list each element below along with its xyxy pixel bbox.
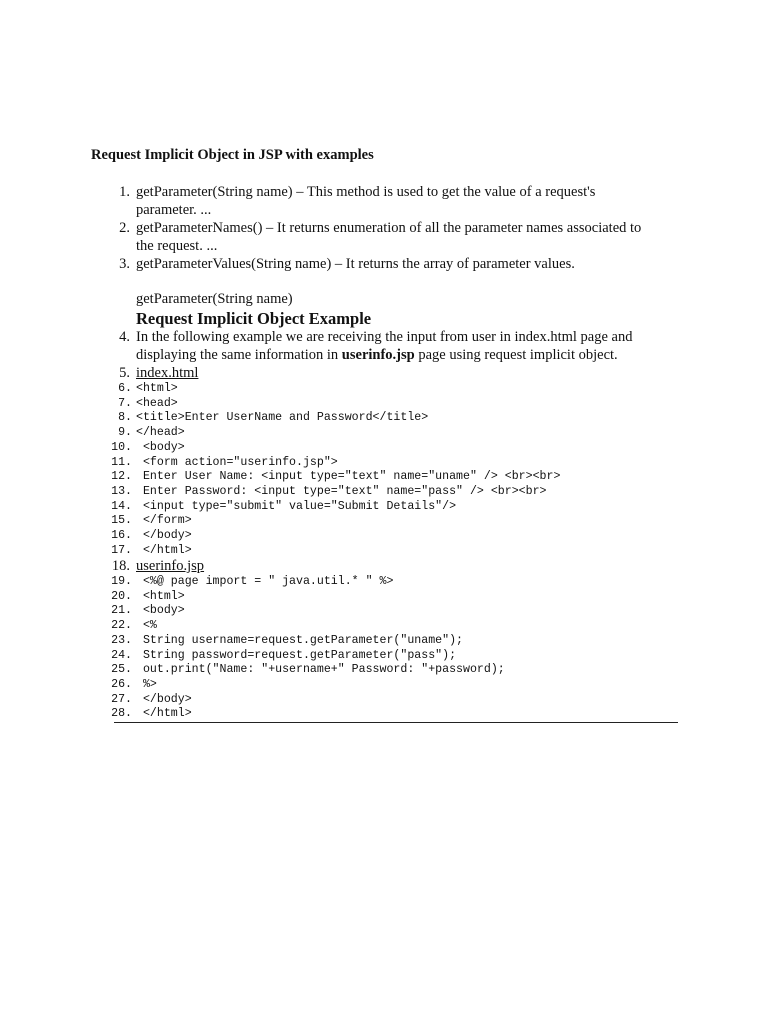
code-line-number: 27. [111,692,132,706]
code-line-text: </html> [136,543,192,557]
code-line-text: <input type="submit" value="Submit Details"/> [136,499,457,513]
code-line-number: 17. [111,543,132,557]
code-line-text: <body> [136,440,185,454]
code-line-text: out.print("Name: "+username+" Password: "+password); [136,663,505,677]
method-signature: getParameter(String name) [136,291,293,307]
list-item-number: 5. [119,365,130,381]
file-name-index: index.html [136,365,199,381]
code-line-number: 13. [111,484,132,498]
code-line-text: %> [136,677,157,691]
list-item-text: getParameter(String name) – This method is used to get the value of a request's parameter. ... [136,184,596,218]
list-item-number: 18. [111,558,130,574]
example-heading: Request Implicit Object Example [136,309,372,328]
example-intro: In the following example we are receiving the input from user in index.html page and displaying the same information in userinfo.jsp page using request implicit object. [136,329,633,363]
code-line-text: </head> [136,426,185,440]
code-line-number: 22. [111,619,132,633]
code-line-text: </body> [136,529,192,542]
code-line-text: <%@ page import = " java.util.* " %> [136,575,394,588]
code-line-number: 23. [111,633,132,647]
code-line-number: 25. [111,663,132,677]
list-item-number: 3. [119,256,130,272]
code-line-text: Enter Password: <input type="text" name="pass" /> <br><br> [136,484,547,498]
list-item-text: getParameterNames() – It returns enumeration of all the parameter names associated to the request. ... [136,220,642,254]
code-line-text: String username=request.getParameter("uname"); [136,633,463,647]
list-item-number: 2. [119,220,130,236]
code-line-number: 6. [118,382,132,395]
document-title: Request Implicit Object in JSP with examples [91,147,374,163]
code-line-text: Enter User Name: <input type="text" name="uname" /> <br><br> [136,470,561,484]
code-line-text: <form action="userinfo.jsp"> [136,455,338,469]
code-line-number: 11. [111,455,132,469]
horizontal-rule [114,722,678,723]
code-line-number: 24. [111,648,132,662]
list-item-text: getParameterValues(String name) – It returns the array of parameter values. [136,256,575,272]
code-line-text: <html> [136,589,185,603]
code-line-number: 21. [111,604,132,618]
code-line-number: 12. [111,470,132,484]
code-line-text: <% [136,619,157,633]
code-line-text: <body> [136,604,185,618]
code-line-number: 14. [111,499,132,513]
code-line-text: </form> [136,514,192,528]
code-line-text: <title>Enter UserName and Password</title> [136,411,429,425]
code-line-number: 15. [111,514,132,528]
list-item-number: 1. [119,184,130,200]
code-line-text: </body> [136,692,192,706]
code-line-number: 19. [111,575,132,588]
code-line-text: </html> [136,707,192,721]
code-line-text: String password=request.getParameter("pass"); [136,648,457,662]
code-line-number: 9. [118,426,132,440]
jsp-filename-bold: userinfo.jsp [341,347,415,363]
list-item-number: 4. [119,329,130,345]
code-line-number: 7. [118,396,132,410]
code-line-number: 10. [111,440,132,454]
file-name-userinfo: userinfo.jsp [136,558,205,574]
code-line-number: 8. [118,411,132,425]
code-line-number: 20. [111,589,132,603]
code-line-text: <head> [136,396,178,410]
code-line-text: <html> [136,382,178,395]
code-line-number: 26. [111,677,132,691]
code-line-number: 16. [111,529,132,542]
code-line-number: 28. [111,707,132,721]
